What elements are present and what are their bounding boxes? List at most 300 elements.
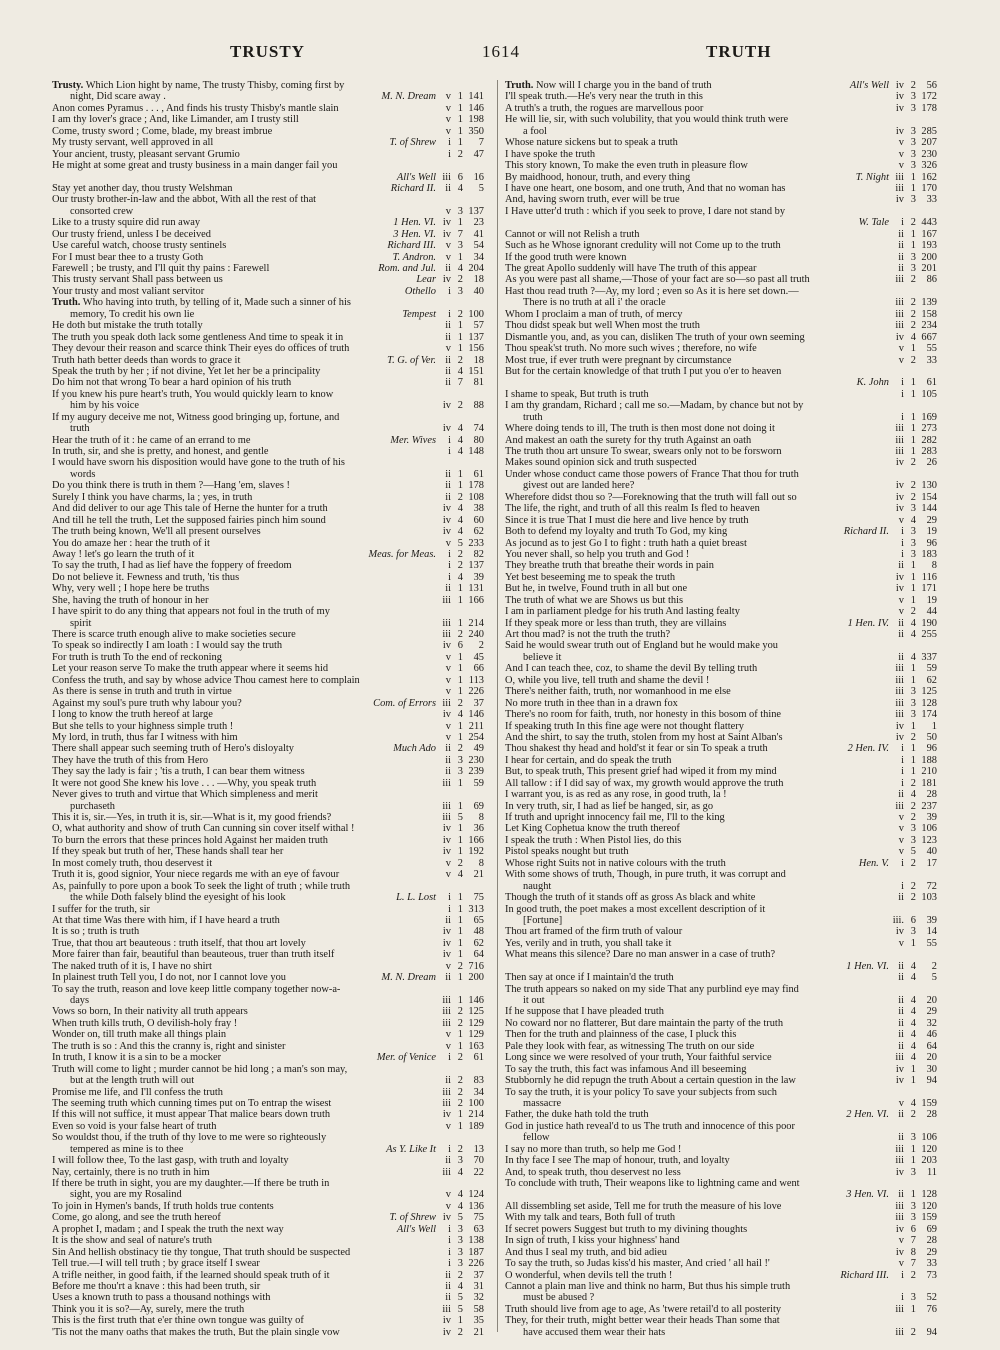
entry-text: The great Apollo suddenly will have The truth of this appear — [505, 263, 757, 274]
scene-number: 1 — [457, 914, 463, 926]
entry-text: And till he tell the truth, Let the supposed fairies pinch him sound — [52, 514, 326, 526]
line-number: 80 — [473, 434, 484, 446]
act-number: iv — [895, 583, 904, 595]
citation-reference — [438, 1235, 484, 1246]
citation-reference — [891, 1075, 937, 1086]
entry-text: Thou didst speak but well When most the truth — [505, 320, 700, 332]
concordance-entry-line — [505, 1121, 937, 1132]
citation-reference — [438, 126, 484, 137]
citation-reference — [891, 240, 937, 251]
work-title: Richard III. — [387, 240, 436, 252]
scene-number: 1 — [910, 228, 916, 240]
entry-text: Such as he Whose ignorant credulity will not Come up to the truth — [505, 240, 781, 252]
line-number: 166 — [468, 594, 484, 606]
concordance-entry-line — [505, 1167, 937, 1178]
scene-number: 2 — [457, 629, 463, 640]
scene-number: 4 — [910, 514, 916, 526]
line-number: 33 — [926, 354, 937, 366]
act-number: iii — [895, 1155, 904, 1167]
act-number: iii — [895, 663, 904, 675]
scene-number: 4 — [910, 651, 916, 663]
page-number: 1614 — [482, 42, 520, 61]
act-number: i — [901, 377, 904, 389]
scene-number: 3 — [910, 834, 916, 846]
act-number: ii — [898, 1029, 904, 1041]
line-number: 36 — [473, 823, 484, 835]
citation-reference — [891, 515, 937, 526]
act-number: iii. — [892, 914, 904, 926]
concordance-entry-line — [52, 1189, 484, 1200]
line-number: 151 — [468, 365, 484, 377]
act-number: iii — [895, 674, 904, 686]
scene-number: 1 — [910, 583, 916, 595]
act-number: v — [445, 960, 451, 972]
scene-number: 3 — [457, 205, 463, 217]
concordance-entry-line — [505, 389, 937, 400]
act-number: ii — [445, 354, 451, 366]
entry-text: In most comely truth, thou deservest it — [52, 857, 213, 869]
line-number: 203 — [921, 1155, 937, 1167]
concordance-entry-line — [52, 1144, 484, 1155]
line-number: 88 — [473, 400, 484, 412]
act-number: ii — [445, 468, 451, 480]
act-number: ii — [445, 1269, 451, 1281]
line-number: 29 — [926, 1006, 937, 1018]
act-number: v — [898, 846, 904, 858]
concordance-entry-line — [52, 709, 484, 720]
citation-reference — [438, 595, 484, 606]
work-title: Com. of Errors — [373, 697, 436, 709]
scene-number: 1 — [457, 1120, 463, 1132]
work-title: T. of Shrew — [389, 1212, 436, 1224]
citation-reference — [891, 423, 937, 434]
concordance-entry-line — [505, 766, 937, 777]
citation-reference — [438, 1270, 484, 1281]
line-number: 7 — [478, 137, 484, 149]
citation-reference — [891, 355, 937, 366]
entry-text: Hast thou read truth ?—Ay, my lord ; even so As it is here set down.— — [505, 285, 799, 297]
citation-reference — [891, 618, 937, 629]
act-number: iv — [442, 709, 451, 721]
scene-number: 2 — [457, 354, 463, 366]
scene-number: 2 — [457, 308, 463, 320]
citation-reference — [438, 1052, 484, 1063]
act-number: ii — [445, 754, 451, 766]
citation-reference — [891, 389, 937, 400]
work-title: All's Well — [396, 1223, 436, 1235]
concordance-entry-line — [505, 320, 937, 331]
scene-number: 4 — [457, 503, 463, 515]
act-number: iv — [895, 491, 904, 503]
concordance-entry-line — [505, 263, 937, 274]
act-number: iv — [442, 228, 451, 240]
act-number: iv — [895, 503, 904, 515]
concordance-entry-line — [505, 240, 937, 251]
line-number: 59 — [926, 663, 937, 675]
scene-number: 3 — [457, 240, 463, 252]
concordance-entry-line — [505, 1075, 937, 1086]
line-number: 667 — [921, 331, 937, 343]
act-number: ii — [898, 629, 904, 640]
line-number: 283 — [921, 446, 937, 457]
concordance-entry-line — [52, 595, 484, 606]
scene-number: 1 — [457, 674, 463, 686]
concordance-entry-line — [52, 217, 484, 228]
concordance-entry-line — [52, 846, 484, 857]
scene-number: 3 — [910, 102, 916, 114]
entry-text: If he suppose that I have pleaded truth — [505, 1006, 664, 1018]
line-number: 183 — [921, 548, 937, 560]
concordance-entry-line — [505, 904, 937, 915]
entry-text: I have spirit to do any thing that appears not foul in the truth of my — [52, 606, 330, 618]
concordance-entry-line — [505, 1052, 937, 1063]
scene-number: 3 — [910, 548, 916, 560]
citation-reference — [891, 686, 937, 697]
line-number: 86 — [926, 274, 937, 286]
concordance-entry-line — [505, 1281, 937, 1292]
line-number: 128 — [921, 1189, 937, 1201]
scene-number: 1 — [457, 995, 463, 1006]
entry-text: must be abused ? — [523, 1292, 595, 1304]
line-number: 83 — [473, 1075, 484, 1087]
act-number: iii — [442, 594, 451, 606]
citation-reference — [891, 1052, 937, 1063]
scene-number: 5 — [910, 846, 916, 858]
line-number: 146 — [468, 709, 484, 721]
line-number: 207 — [921, 137, 937, 149]
act-number: ii — [898, 228, 904, 240]
act-number: iii — [895, 1143, 904, 1155]
concordance-entry-line — [505, 881, 937, 892]
concordance-entry-line — [52, 1109, 484, 1120]
scene-number: 4 — [910, 331, 916, 343]
concordance-entry-line — [52, 835, 484, 846]
concordance-entry-line — [505, 789, 937, 800]
act-number: i — [448, 1235, 451, 1247]
entry-text: Stubbornly he did repugn the truth About a certain question in the law — [505, 1075, 796, 1087]
entry-text: naught — [523, 880, 552, 892]
act-number: iii — [895, 709, 904, 721]
act-number: v — [445, 663, 451, 675]
citation-reference — [438, 229, 484, 240]
act-number: v — [898, 823, 904, 835]
citation-reference — [891, 137, 937, 148]
line-number: 146 — [468, 995, 484, 1006]
entry-text: This story known, To make the even truth in pleasure flow — [505, 160, 748, 172]
act-number: iv — [442, 834, 451, 846]
entry-text: And makest an oath the surety for thy truth Against an oath — [505, 434, 752, 446]
citation-reference — [438, 252, 484, 263]
work-title: Much Ado — [393, 743, 436, 755]
citation-reference — [891, 1212, 937, 1223]
entry-text: him by his voice — [70, 400, 139, 412]
citation-reference — [438, 583, 484, 594]
citation-reference — [891, 1327, 937, 1336]
act-number: iii — [895, 182, 904, 194]
entry-text: No coward nor no flatterer, But dare maintain the party of the truth — [505, 1017, 784, 1029]
concordance-entry-line — [505, 355, 937, 366]
act-number: v — [445, 251, 451, 263]
act-number: v — [445, 114, 451, 126]
concordance-entry-line — [52, 446, 484, 457]
entry-text: I hear for certain, and do speak the truth — [505, 754, 672, 766]
scene-number: 2 — [457, 560, 463, 572]
line-number: 59 — [473, 777, 484, 789]
citation-reference — [438, 400, 484, 411]
act-number: iii — [442, 1166, 451, 1178]
work-title: T. Night — [855, 171, 889, 183]
entry-text: There's no room for faith, truth, nor honesty in this bosom of thine — [505, 709, 782, 721]
concordance-entry-line — [505, 743, 937, 754]
line-number: 47 — [473, 148, 484, 160]
entry-text: In thy face I see The map of honour, truth, and loyalty — [505, 1155, 730, 1167]
citation-reference — [891, 892, 937, 903]
concordance-entry-line — [505, 252, 937, 263]
act-number: i — [901, 411, 904, 423]
line-number: 144 — [921, 503, 937, 515]
line-number: 60 — [473, 514, 484, 526]
entry-text: I Have utter'd truth : which if you seek to prove, I dare not stand by — [505, 205, 786, 217]
citation-reference — [891, 766, 937, 777]
line-number: 226 — [468, 1258, 484, 1270]
scene-number: 2 — [457, 960, 463, 972]
scene-number: 1 — [910, 411, 916, 423]
entry-text: He might at some great and trusty business in a main danger fail you — [52, 160, 338, 172]
line-number: 125 — [921, 686, 937, 698]
work-title: Meas. for Meas. — [368, 548, 436, 560]
entry-text: To say the truth, I had as lief have the foppery of freedom — [52, 560, 292, 572]
concordance-entry-line — [52, 103, 484, 114]
scene-number: 4 — [910, 1052, 916, 1064]
line-number: 20 — [926, 1052, 937, 1064]
concordance-entry-line — [505, 1064, 937, 1075]
scene-number: 1 — [910, 423, 916, 435]
line-number: 13 — [473, 1143, 484, 1155]
citation-reference — [438, 801, 484, 812]
citation-reference — [438, 240, 484, 251]
entry-text: A trifle neither, in good faith, if the learned should speak truth of it — [52, 1269, 330, 1281]
scene-number: 3 — [910, 125, 916, 137]
act-number: i — [448, 571, 451, 583]
line-number: 200 — [468, 972, 484, 984]
scene-number: 3 — [910, 709, 916, 721]
citation-reference — [891, 160, 937, 171]
citation-reference — [891, 1224, 937, 1235]
entry-text: Truth. Who having into truth, by telling of it, Made such a sinner of his — [52, 297, 351, 309]
concordance-entry-line — [52, 114, 484, 125]
line-number: 28 — [926, 789, 937, 801]
citation-reference — [438, 892, 484, 903]
scene-number: 3 — [910, 1292, 916, 1304]
citation-reference — [891, 183, 937, 194]
line-number: 69 — [926, 1223, 937, 1235]
act-number: iii — [442, 1086, 451, 1098]
entry-text: To join in Hymen's bands, If truth holds true contents — [52, 1200, 274, 1212]
citation-reference — [438, 1041, 484, 1052]
scene-number: 1 — [457, 1029, 463, 1041]
concordance-entry-line — [52, 1075, 484, 1086]
scene-number: 4 — [457, 1200, 463, 1212]
entry-text: So wouldst thou, if the truth of thy love to me were so righteously — [52, 1132, 327, 1144]
scene-number: 3 — [457, 1246, 463, 1258]
entry-text: believe it — [523, 651, 562, 663]
line-number: 337 — [921, 651, 937, 663]
line-number: 313 — [468, 903, 484, 915]
line-number: 162 — [921, 171, 937, 183]
concordance-entry-line — [52, 766, 484, 777]
act-number: ii — [445, 377, 451, 389]
concordance-entry-line — [505, 915, 937, 926]
work-title: Richard II. — [843, 526, 889, 538]
concordance-entry-line — [505, 1212, 937, 1223]
line-number: 35 — [473, 1315, 484, 1327]
act-number: iv — [895, 1075, 904, 1087]
concordance-entry-line — [505, 778, 937, 789]
citation-reference — [438, 263, 484, 274]
scene-number: 3 — [910, 686, 916, 698]
citation-reference — [891, 572, 937, 583]
act-number: iv — [895, 1246, 904, 1258]
citation-reference — [891, 377, 937, 388]
act-number: ii — [445, 182, 451, 194]
concordance-entry-line — [505, 755, 937, 766]
work-title: 3 Hen. VI. — [393, 228, 436, 240]
concordance-entry-line — [505, 572, 937, 583]
entry-text: words — [70, 468, 96, 480]
scene-number: 1 — [457, 834, 463, 846]
line-number: 200 — [921, 251, 937, 263]
citation-reference — [438, 629, 484, 640]
scene-number: 7 — [910, 1235, 916, 1247]
act-number: i — [901, 526, 904, 538]
entry-text: Even so void is your false heart of truth — [52, 1120, 217, 1132]
line-number: 154 — [921, 491, 937, 503]
entry-text: I am thy lover's grace ; And, like Limander, am I trusty still — [52, 114, 299, 126]
scene-number: 1 — [910, 1143, 916, 1155]
citation-reference — [438, 618, 484, 629]
entry-text: As there is sense in truth and truth in virtue — [52, 686, 232, 698]
citation-reference — [891, 1167, 937, 1178]
entry-text: True, that thou art beauteous : truth itself, that thou art lovely — [52, 937, 306, 949]
entry-text: memory, To credit his own lie — [70, 308, 195, 320]
act-number: v — [898, 834, 904, 846]
citation-reference — [438, 423, 484, 434]
entry-text: The seeming truth which cunning times put on To entrap the wisest — [52, 1097, 332, 1109]
line-number: 46 — [926, 1029, 937, 1041]
work-title: Richard III. — [840, 1269, 889, 1281]
act-number: v — [898, 1235, 904, 1247]
citation-reference — [891, 80, 937, 91]
act-number: v — [445, 91, 451, 103]
citation-reference — [891, 194, 937, 205]
concordance-entry-line — [52, 160, 484, 171]
scene-number: 1 — [910, 171, 916, 183]
line-number: 129 — [468, 1017, 484, 1029]
entry-text: Thou art framed of the firm truth of valour — [505, 926, 683, 938]
concordance-entry-line — [505, 1132, 937, 1143]
entry-text: the while Doth falsely blind the eyesight of his look — [70, 892, 286, 904]
line-number: 48 — [473, 926, 484, 938]
act-number: iv — [442, 640, 451, 652]
act-number: v — [445, 857, 451, 869]
entry-text: I will follow thee, To the last gasp, with truth and loyalty — [52, 1155, 289, 1167]
line-number: 29 — [926, 514, 937, 526]
concordance-entry-line — [52, 412, 484, 423]
concordance-entry-line — [505, 1327, 937, 1336]
concordance-entry-line — [52, 984, 484, 995]
entry-text: The truth of what we are Shows us but this — [505, 594, 684, 606]
act-number: i — [448, 903, 451, 915]
concordance-entry-line — [52, 137, 484, 148]
citation-reference — [891, 812, 937, 823]
entry-text: What means this silence? Dare no man answer in a case of truth? — [505, 949, 776, 961]
citation-reference — [438, 1281, 484, 1292]
act-number: iv — [895, 1223, 904, 1235]
citation-reference — [891, 846, 937, 857]
entry-text: If speaking truth In this fine age were not thought flattery — [505, 720, 744, 732]
citation-reference — [438, 492, 484, 503]
scene-number: 2 — [910, 812, 916, 823]
scene-number: 2 — [910, 1269, 916, 1281]
line-number: 188 — [921, 754, 937, 766]
work-title: Tempest — [402, 308, 436, 320]
scene-number: 2 — [457, 1075, 463, 1087]
concordance-entry-line — [505, 480, 937, 491]
entry-text: In plainest truth Tell you, I do not, nor I cannot love you — [52, 972, 286, 984]
citation-reference — [438, 846, 484, 857]
act-number: v — [898, 343, 904, 355]
scene-number: 1 — [910, 560, 916, 572]
act-number: iv — [442, 926, 451, 938]
scene-number: 1 — [457, 480, 463, 492]
citation-reference — [891, 926, 937, 937]
line-number: 94 — [926, 1075, 937, 1087]
scene-number: 1 — [910, 766, 916, 778]
citation-reference — [891, 1201, 937, 1212]
scene-number: 2 — [910, 457, 916, 469]
line-number: 129 — [468, 1029, 484, 1041]
work-title: All's Well — [396, 171, 436, 183]
act-number: iii — [895, 320, 904, 332]
scene-number: 1 — [457, 594, 463, 606]
line-number: 108 — [468, 491, 484, 503]
line-number: 137 — [468, 205, 484, 217]
scene-number: 1 — [457, 903, 463, 915]
scene-number: 7 — [457, 377, 463, 389]
concordance-entry-line — [52, 149, 484, 160]
act-number: ii — [898, 960, 904, 972]
concordance-entry-line — [505, 503, 937, 514]
act-number: ii — [898, 560, 904, 572]
scene-number: 6 — [457, 171, 463, 183]
citation-reference — [438, 640, 484, 651]
citation-reference — [891, 1270, 937, 1281]
act-number: iv — [442, 937, 451, 949]
entry-text: But for the certain knowledge of that truth I put you o'er to heaven — [505, 365, 782, 377]
entry-text: If truth and upright innocency fail me, I'll to the king — [505, 812, 725, 823]
act-number: i — [448, 285, 451, 297]
scene-number: 4 — [457, 869, 463, 881]
act-number: ii — [898, 892, 904, 904]
entry-text: But he, in twelve, Found truth in all but one — [505, 583, 688, 595]
line-number: 82 — [473, 548, 484, 560]
citation-reference — [891, 103, 937, 114]
scene-number: 2 — [910, 297, 916, 309]
citation-reference — [438, 320, 484, 331]
concordance-entry-line — [505, 560, 937, 571]
scene-number: 1 — [457, 617, 463, 629]
citation-reference — [438, 526, 484, 537]
